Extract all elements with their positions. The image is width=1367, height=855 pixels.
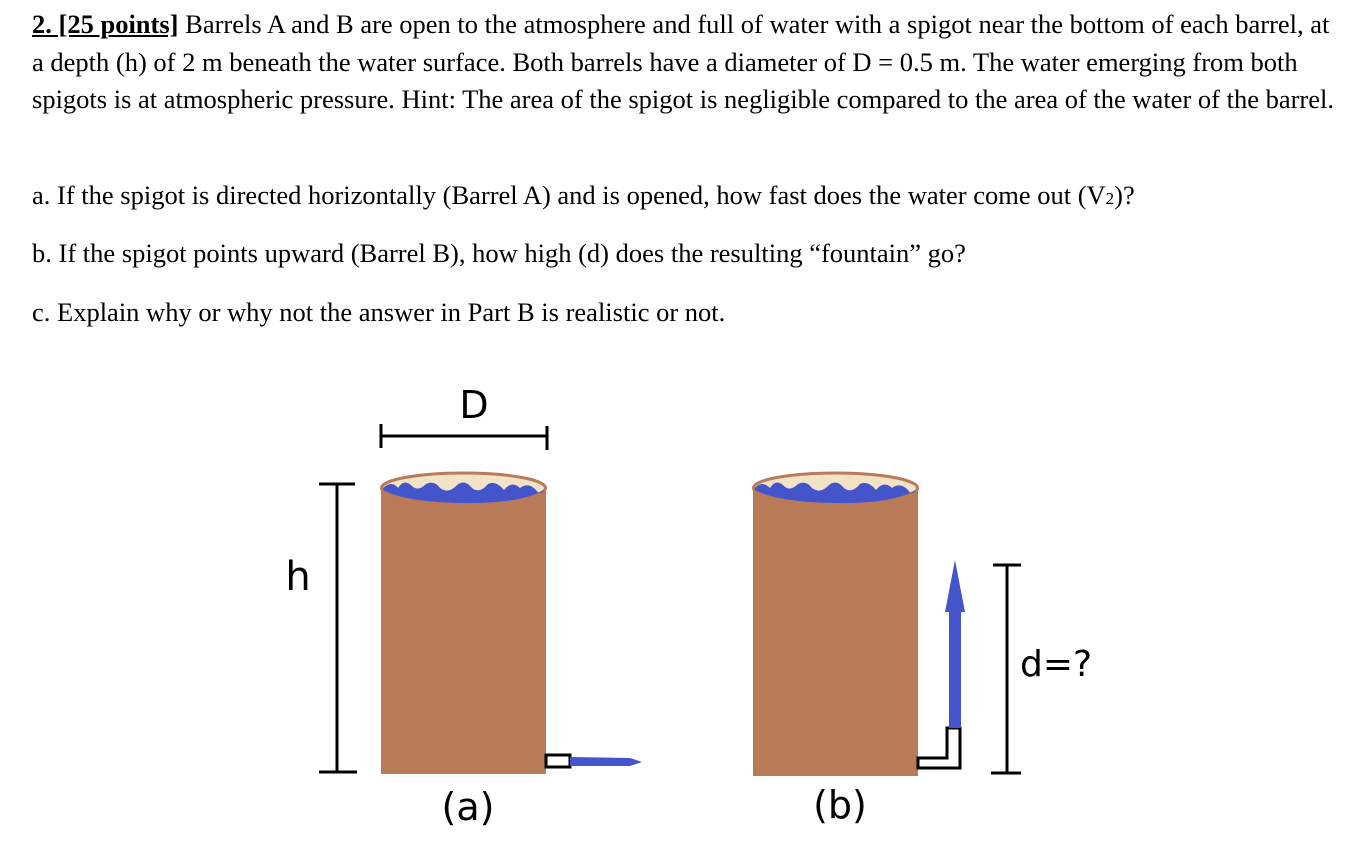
caption-a: (a)	[441, 785, 495, 829]
part-a-subscript: 2	[1105, 189, 1115, 208]
problem-number: 2. [25 points]	[32, 9, 179, 39]
dimension-h	[285, 484, 357, 772]
caption-b: (b)	[813, 783, 867, 827]
barrel-a-water-surface	[383, 482, 544, 503]
question-part-b: b. If the spigot points upward (Barrel B), how high (d) does the resulting “fountain” go?	[32, 238, 966, 268]
question-part-a	[32, 179, 1135, 215]
spigot-a	[546, 755, 642, 767]
barrel-a-body	[381, 488, 546, 774]
label-h-depth: h	[285, 554, 311, 600]
problem-statement	[32, 6, 1342, 119]
dimension-d-height	[991, 565, 1092, 773]
water-jet-b	[945, 560, 965, 728]
spigot-b-pipe	[918, 728, 960, 768]
part-a-end: )?	[1114, 180, 1135, 210]
spigot-a-pipe	[546, 755, 570, 767]
label-d-unknown: d=?	[1020, 644, 1093, 685]
problem-intro: Barrels A and B are open to the atmosphere and full of water with a spigot near the bottom of each barrel, at a depth (h) of 2 m beneath the water surface. Both barrels have a diameter of D = 0.5 m. The water emerging from both spigots is at atmospheric pressure. Hint: The area of the spigot is negligible compared to the area of the water of the barrel.	[32, 9, 1335, 114]
barrel-b	[753, 473, 918, 776]
barrel-a	[381, 473, 546, 774]
label-d-diameter: D	[459, 383, 489, 427]
barrel-b-water-surface	[755, 482, 916, 503]
spigot-b	[918, 560, 965, 768]
part-a-text: a. If the spigot is directed horizontally (Barrel A) and is opened, how fast does the water come out (V	[32, 180, 1106, 210]
barrel-b-body	[753, 488, 918, 776]
barrel-b-top-rim	[754, 473, 918, 503]
water-jet-a	[570, 757, 642, 766]
barrel-a-top-rim	[382, 473, 546, 503]
dimension-d	[381, 383, 547, 450]
question-part-c: c. Explain why or why not the answer in Part B is realistic or not.	[32, 297, 726, 327]
